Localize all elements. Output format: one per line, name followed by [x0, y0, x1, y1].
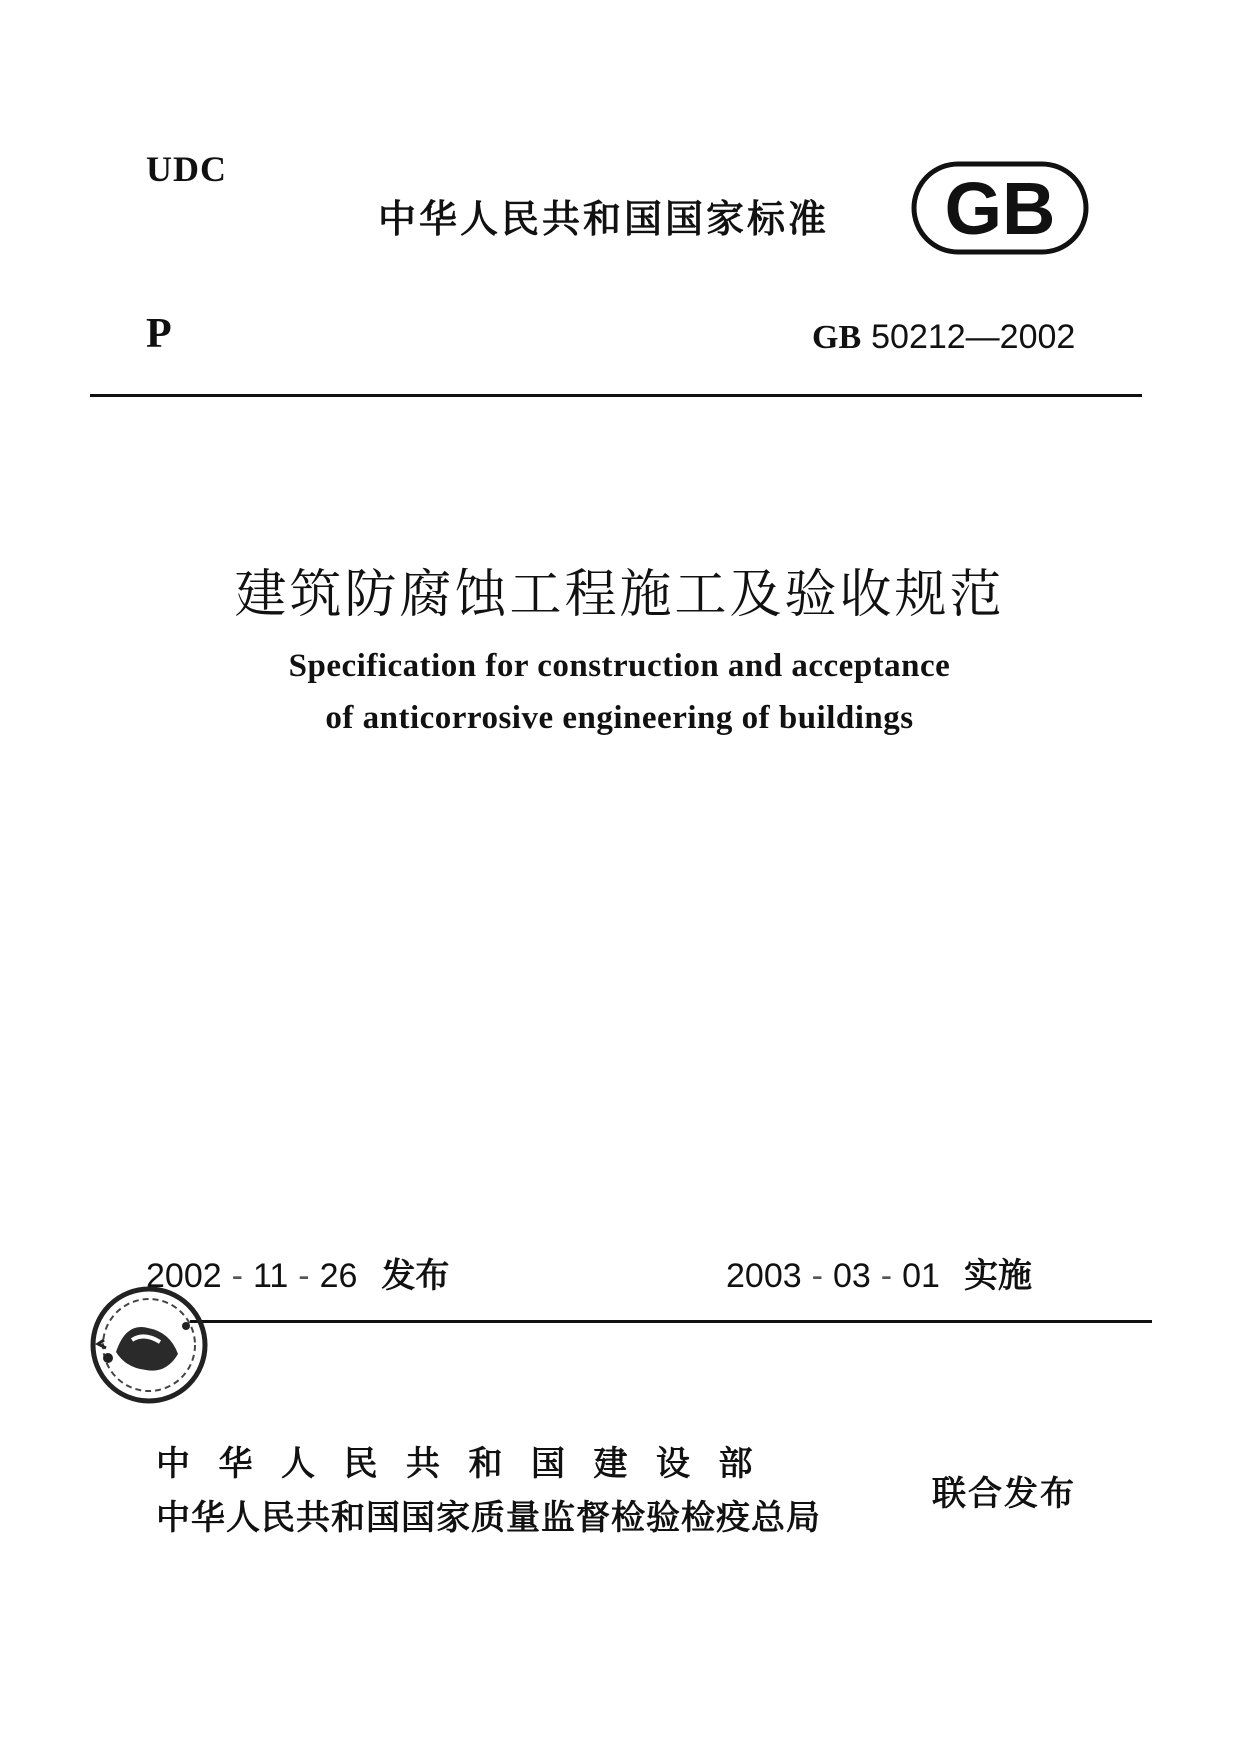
publish-day: 26: [319, 1257, 358, 1295]
joint-issue-label: 联合发布: [932, 1474, 1076, 1514]
udc-label: UDC: [146, 149, 227, 189]
effective-month: 03: [832, 1257, 871, 1295]
publish-label: 发布: [381, 1256, 450, 1296]
standard-number: [812, 318, 1075, 357]
title-english-line2: of anticorrosive engineering of buildings: [325, 700, 914, 736]
effective-label: 实施: [963, 1256, 1032, 1296]
standard-number-prefix: GB: [812, 319, 862, 356]
date-separator: -: [298, 1257, 310, 1295]
gb-logo-text: GB: [944, 167, 1056, 250]
publish-year: 2002: [146, 1257, 222, 1295]
effective-day: 01: [902, 1257, 940, 1295]
publish-month: 11: [252, 1257, 289, 1295]
title-chinese: 建筑防腐蚀工程施工及验收规范: [234, 565, 1005, 625]
date-separator: -: [231, 1257, 243, 1295]
date-separator: -: [811, 1257, 823, 1295]
standard-type-title: 中华人民共和国国家标准: [378, 197, 830, 241]
top-divider: [90, 394, 1142, 397]
seal-stamp-icon: [86, 1282, 212, 1408]
issuer-ministry-of-construction: 中华人民共和国建设部: [156, 1444, 781, 1484]
effective-year: 2003: [726, 1257, 802, 1295]
gb-logo-icon: [910, 160, 1090, 256]
title-english-line1: Specification for construction and acceptance: [288, 648, 951, 684]
standard-number-value: 50212—2002: [871, 318, 1076, 356]
effective-date: [726, 1248, 1032, 1297]
issuer-aqsiq: 中华人民共和国国家质量监督检验检疫总局: [156, 1498, 821, 1538]
bottom-divider: [190, 1320, 1152, 1323]
date-separator: -: [880, 1257, 893, 1295]
category-code: P: [146, 311, 172, 357]
